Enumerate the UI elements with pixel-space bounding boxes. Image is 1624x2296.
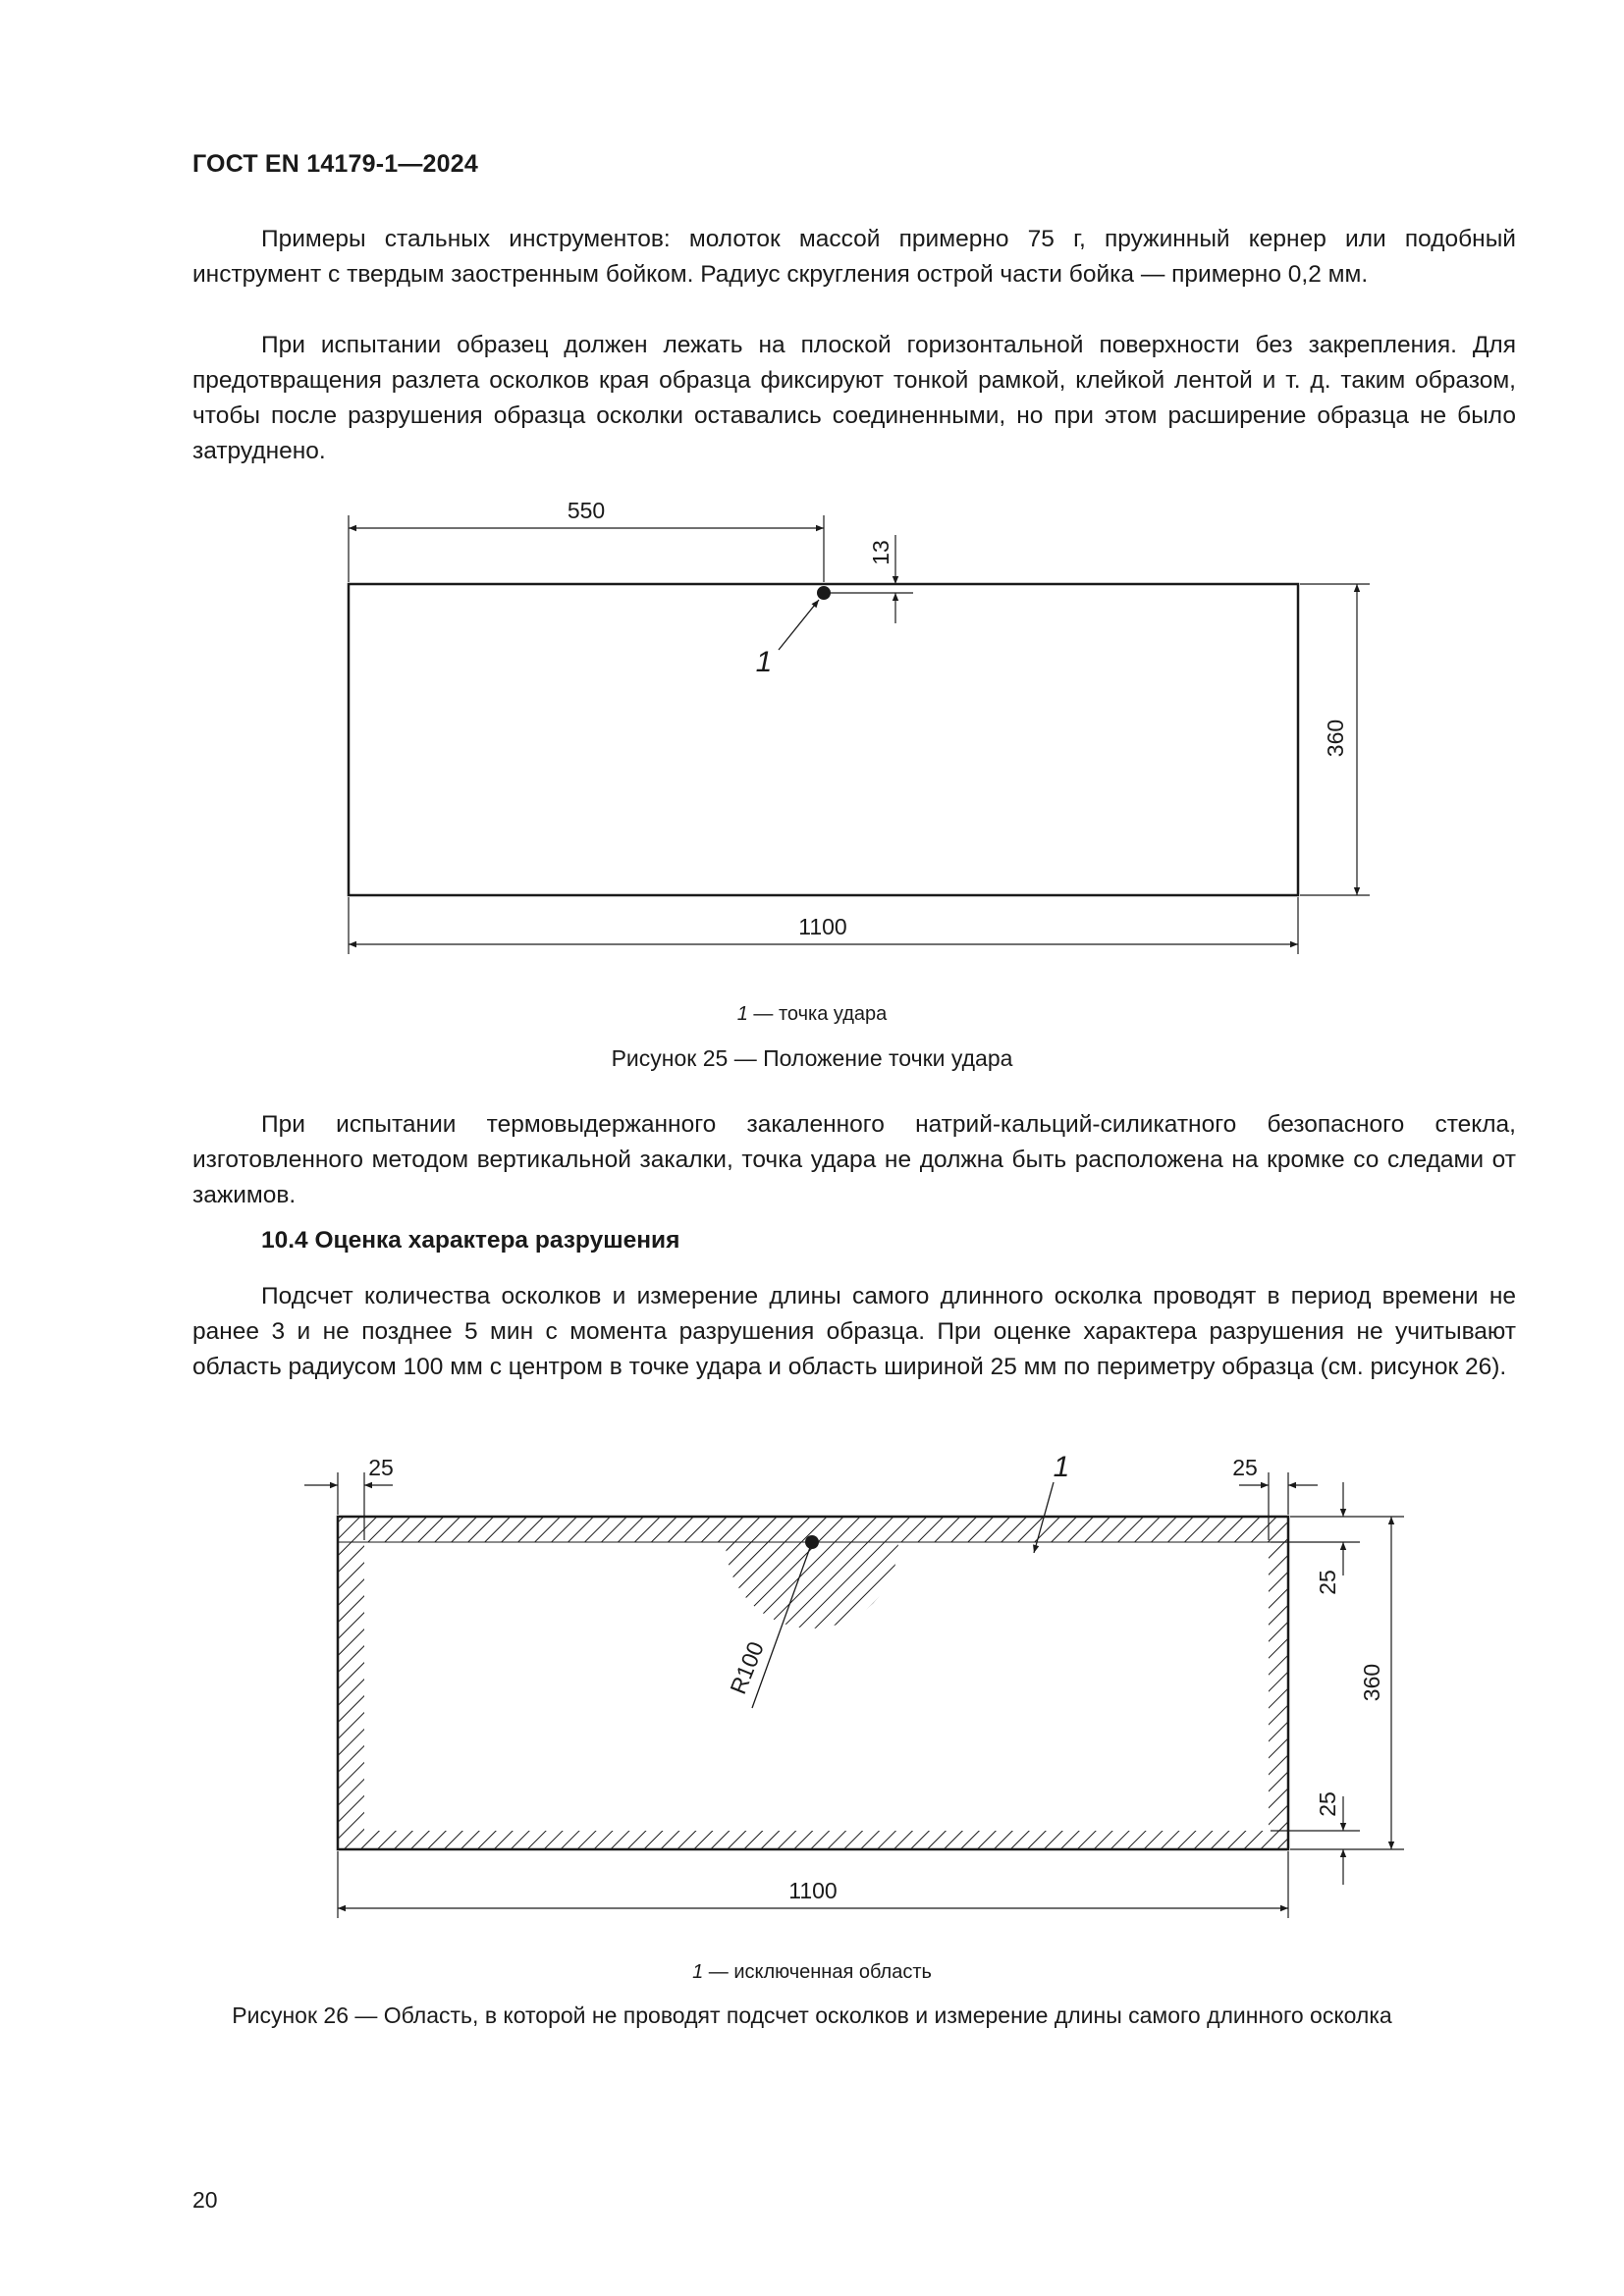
paragraph-tools: Примеры стальных инструментов: молоток массой примерно 75 г, пружинный кернер или подобный инструмент с твердым заостренным бойком. Радиус скругления острой части бойка — примерно 0,2 мм. (192, 226, 1516, 288)
callout-label-1: 1 (755, 646, 773, 678)
paragraph-fracture-assessment: Подсчет количества осколков и измерение длины самого длинного осколка проводят в период времени не ранее 3 и не позднее 5 мин с момента разрушения образца. При оценке характера разрушения не учитывают область радиусом 100 мм с центром в точке удара и область шириной 25 мм по периметру образца (см. рисунок 26). (192, 1283, 1516, 1380)
figure-25-caption: Рисунок 25 — Положение точки удара (611, 1045, 1013, 1071)
legend-number: 1 (692, 1961, 704, 1983)
dim-label-1100: 1100 (788, 1878, 838, 1903)
figure-26-caption: Рисунок 26 — Область, в которой не проводят подсчет осколков и измерение длины самого длинного осколка (232, 2002, 1392, 2028)
dim-label-top-25: 25 (1315, 1570, 1340, 1595)
figure-26-legend (0, 1961, 1624, 1984)
figure-25-legend (0, 1003, 1624, 1026)
dim-label-left-25: 25 (368, 1455, 394, 1480)
impact-point-marker (805, 1535, 819, 1549)
document-header: ГОСТ EN 14179-1—2024 (192, 150, 478, 178)
dim-label-right-25: 25 (1232, 1455, 1258, 1480)
legend-text: — точка удара (747, 1003, 888, 1025)
section-heading: 10.4 Оценка характера разрушения (261, 1227, 680, 1254)
legend-text: — исключенная область (703, 1961, 932, 1983)
paragraph-placement: При испытании образец должен лежать на плоской горизонтальной поверхности без закрепления. Для предотвращения разлета осколков края образца фиксируют тонкой рамкой, клейкой лентой и т. д. таким образом, чтобы после разрушения образца осколки оставались соединенными, но при этом расширение образца не было затруднено. (192, 332, 1516, 464)
radius-label: R100 (725, 1637, 769, 1698)
figure-26-diagram (0, 1443, 1624, 1953)
impact-leader-line (779, 600, 819, 650)
legend-number: 1 (736, 1003, 748, 1025)
figure-25-diagram (0, 471, 1624, 962)
paragraph-vertical-tempering: При испытании термовыдержанного закаленного натрий-кальций-силикатного безопасного стекла, изготовленного методом вертикальной закалки, точка удара не должна быть расположена на кромке со следами от зажимов. (192, 1111, 1516, 1208)
dim-label-1100: 1100 (798, 914, 847, 939)
dim-label-bottom-25: 25 (1315, 1791, 1340, 1817)
dim-label-360: 360 (1359, 1663, 1384, 1702)
specimen-outline (349, 584, 1298, 895)
dim-label-550: 550 (567, 498, 606, 523)
callout-label-1: 1 (1053, 1451, 1070, 1483)
page-number: 20 (192, 2187, 218, 2213)
impact-point-marker (817, 586, 831, 600)
dim-label-13: 13 (868, 540, 893, 565)
dim-label-360: 360 (1323, 719, 1348, 758)
